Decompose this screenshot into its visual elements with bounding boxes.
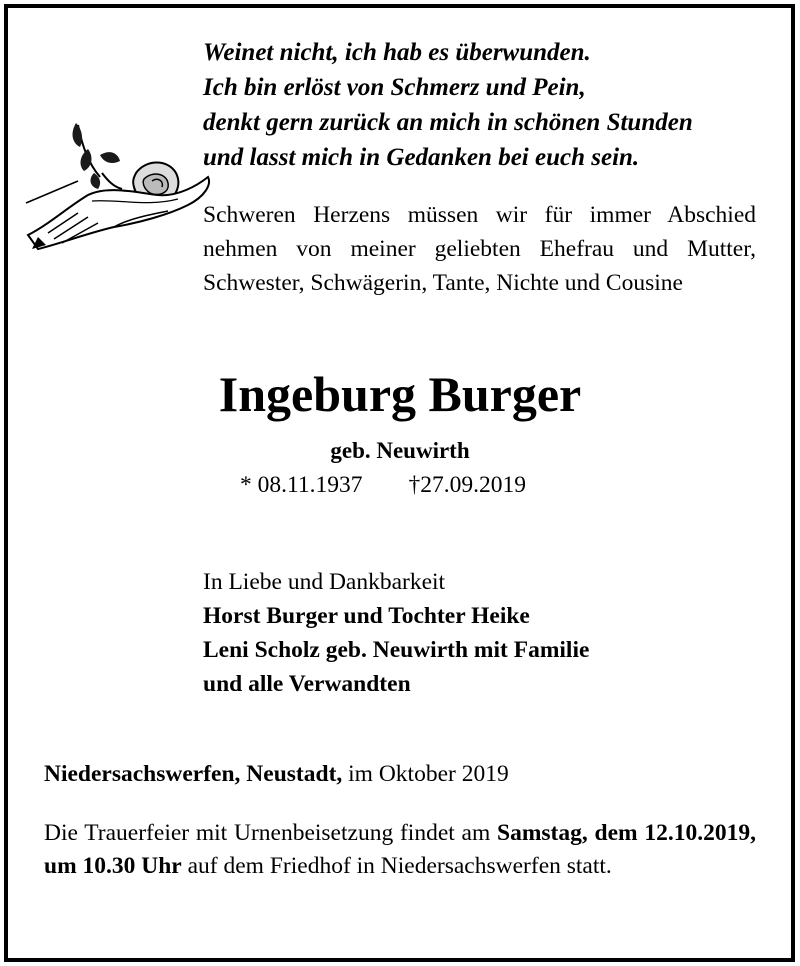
date: im Oktober 2019 — [348, 761, 509, 787]
intro-text: Schweren Herzens müssen wir für immer Abschied nehmen von meiner geliebten Ehefrau und Mutter, Schwester, Schwägerin, Tante, Nichte und Cousine — [203, 202, 756, 296]
ceremony-notice — [44, 817, 756, 883]
mourner-line: und alle Verwandten — [203, 671, 411, 697]
poem-line: Ich bin erlöst von Schmerz und Pein, — [203, 74, 586, 101]
life-dates — [240, 468, 640, 502]
birth-date: * 08.11.1937 — [240, 472, 363, 498]
poem-line: und lasst mich in Gedanken bei euch sein. — [203, 144, 640, 171]
poem — [203, 35, 773, 175]
mourner-line: Leni Scholz geb. Neuwirth mit Familie — [203, 637, 590, 663]
deceased-name: Ingeburg Burger — [218, 366, 582, 422]
place-date — [44, 757, 764, 791]
poem-line: denkt gern zurück an mich in schönen Stunden — [203, 109, 693, 136]
ceremony-datetime: Samstag, dem 12.10.2019, um 10.30 Uhr — [44, 820, 756, 879]
poem-line: Weinet nicht, ich hab es überwunden. — [203, 39, 591, 66]
ceremony-text-2: auf dem Friedhof in Niedersachswerfen statt. — [187, 853, 612, 879]
rose-in-hand-icon — [18, 115, 213, 255]
mourners — [203, 565, 763, 701]
ceremony-text-1: Die Trauerfeier mit Urnenbeisetzung findet am — [44, 820, 491, 846]
mourner-line: Horst Burger und Tochter Heike — [203, 603, 530, 629]
places: Niedersachswerfen, Neustadt, — [44, 761, 343, 787]
maiden-name: geb. Neuwirth — [330, 438, 470, 463]
death-date: †27.09.2019 — [408, 472, 527, 498]
mourners-intro: In Liebe und Dankbarkeit — [203, 569, 446, 595]
